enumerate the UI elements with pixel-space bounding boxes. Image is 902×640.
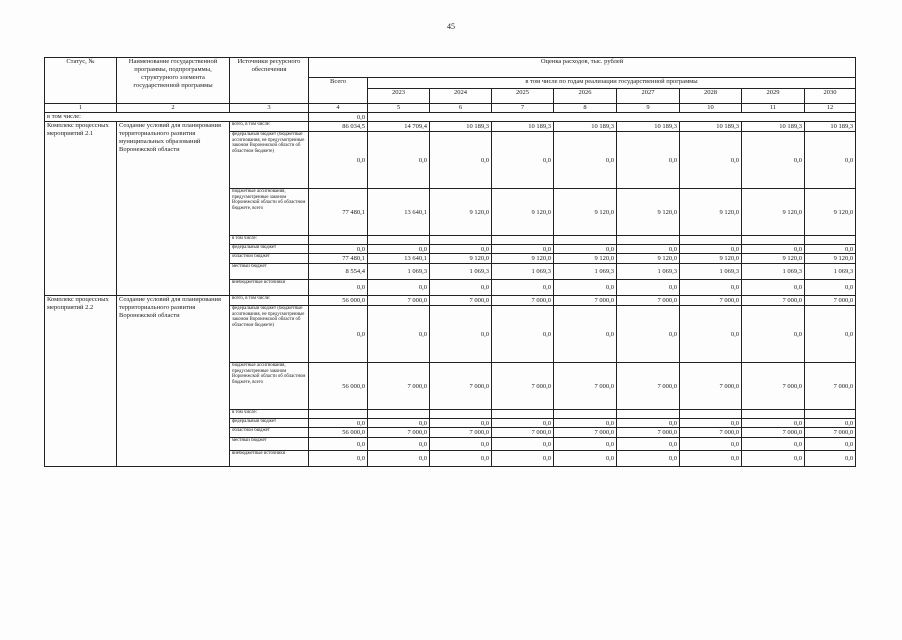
year-header: 2024	[430, 89, 492, 104]
value-cell: 77 480,1	[309, 189, 368, 236]
header-name: Наименование государственной программы, подпрограммы, структурного элемента государственной программы	[117, 58, 230, 104]
including-label: в том числе:	[45, 113, 309, 122]
value-cell	[368, 410, 430, 419]
value-cell: 7 000,0	[368, 428, 430, 438]
year-header: 2030	[805, 89, 856, 104]
value-cell: 7 000,0	[430, 428, 492, 438]
source-cell: местный бюджет	[230, 438, 309, 451]
value-cell: 0,0	[805, 132, 856, 189]
column-number: 6	[430, 104, 492, 113]
value-cell: 0,0	[430, 451, 492, 467]
value-cell: 0,0	[617, 419, 680, 428]
value-cell	[368, 236, 430, 245]
value-cell: 56 000,0	[309, 428, 368, 438]
value-cell: 0,0	[805, 245, 856, 254]
value-cell: 1 069,3	[554, 264, 617, 280]
column-number: 10	[680, 104, 742, 113]
value-cell: 7 000,0	[492, 296, 554, 306]
column-number: 8	[554, 104, 617, 113]
source-cell: всего, в том числе:	[230, 122, 309, 132]
value-cell: 10 189,3	[805, 122, 856, 132]
column-number: 5	[368, 104, 430, 113]
source-cell: всего, в том числе:	[230, 296, 309, 306]
value-cell: 0,0	[805, 419, 856, 428]
header-sources: Источники ресурсного обеспечения	[230, 58, 309, 104]
column-number: 11	[742, 104, 805, 113]
value-cell: 7 000,0	[492, 428, 554, 438]
value-cell: 10 189,3	[430, 122, 492, 132]
value-cell: 0,0	[309, 306, 368, 363]
value-cell	[492, 410, 554, 419]
source-cell: в том числе:	[230, 236, 309, 245]
value-cell: 0,0	[368, 132, 430, 189]
value-cell: 0,0	[680, 306, 742, 363]
value-cell: 0,0	[554, 280, 617, 296]
value-cell: 0,0	[680, 438, 742, 451]
value-cell: 10 189,3	[617, 122, 680, 132]
status-cell: Комплекс процессных мероприятий 2.1	[45, 122, 117, 296]
value-cell: 7 000,0	[805, 363, 856, 410]
value-cell: 7 000,0	[430, 363, 492, 410]
value-cell	[309, 236, 368, 245]
value-cell: 56 000,0	[309, 363, 368, 410]
value-cell: 9 120,0	[742, 254, 805, 264]
value-cell: 0,0	[805, 438, 856, 451]
column-number: 2	[117, 104, 230, 113]
value-cell: 0,0	[368, 419, 430, 428]
value-cell: 0,0	[554, 245, 617, 254]
value-cell	[554, 236, 617, 245]
value-cell: 7 000,0	[368, 296, 430, 306]
value-cell: 9 120,0	[430, 189, 492, 236]
value-cell: 9 120,0	[805, 254, 856, 264]
value-cell: 7 000,0	[554, 428, 617, 438]
value-cell: 0,0	[430, 306, 492, 363]
value-cell: 7 000,0	[680, 428, 742, 438]
value-cell: 0,0	[617, 306, 680, 363]
value-cell: 7 000,0	[368, 363, 430, 410]
year-header: 2028	[680, 89, 742, 104]
value-cell: 0,0	[742, 280, 805, 296]
value-cell: 0,0	[430, 419, 492, 428]
value-cell: 0,0	[492, 306, 554, 363]
source-cell: федеральный бюджет (бюджетные ассигнования, не предусмотренные законом Воронежской области об областном бюджете)	[230, 306, 309, 363]
value-cell: 0,0	[309, 132, 368, 189]
including-total: 0,0	[309, 113, 368, 122]
table-row	[45, 122, 856, 132]
value-cell: 1 069,3	[617, 264, 680, 280]
including-row	[45, 113, 856, 122]
column-number: 9	[617, 104, 680, 113]
value-cell: 8 554,4	[309, 264, 368, 280]
value-cell: 7 000,0	[742, 428, 805, 438]
value-cell: 7 000,0	[430, 296, 492, 306]
column-number: 3	[230, 104, 309, 113]
value-cell: 0,0	[554, 132, 617, 189]
source-cell: в том числе:	[230, 410, 309, 419]
value-cell: 0,0	[309, 438, 368, 451]
value-cell: 0,0	[742, 419, 805, 428]
value-cell: 9 120,0	[742, 189, 805, 236]
column-number: 12	[805, 104, 856, 113]
source-cell: бюджетные ассигнования, предусмотренные законом Воронежской области об областном бюджете, всего	[230, 189, 309, 236]
value-cell: 7 000,0	[805, 296, 856, 306]
year-header: 2029	[742, 89, 805, 104]
value-cell: 1 069,3	[742, 264, 805, 280]
value-cell: 0,0	[430, 438, 492, 451]
value-cell	[617, 236, 680, 245]
value-cell: 0,0	[368, 438, 430, 451]
value-cell: 0,0	[617, 451, 680, 467]
value-cell: 7 000,0	[680, 363, 742, 410]
value-cell: 13 640,1	[368, 189, 430, 236]
value-cell: 9 120,0	[805, 189, 856, 236]
year-header: 2023	[368, 89, 430, 104]
value-cell: 14 709,4	[368, 122, 430, 132]
value-cell: 0,0	[309, 451, 368, 467]
value-cell: 0,0	[309, 280, 368, 296]
source-cell: внебюджетные источники	[230, 280, 309, 296]
value-cell: 9 120,0	[492, 189, 554, 236]
value-cell	[680, 410, 742, 419]
source-cell: федеральный бюджет (бюджетные ассигнования, не предусмотренные законом Воронежской области об областном бюджете)	[230, 132, 309, 189]
source-cell: местный бюджет	[230, 264, 309, 280]
value-cell: 7 000,0	[617, 296, 680, 306]
value-cell: 10 189,3	[680, 122, 742, 132]
program-name-cell: Создание условий для планирования территориального развития Воронежской области	[117, 296, 230, 467]
value-cell: 56 000,0	[309, 296, 368, 306]
value-cell	[430, 236, 492, 245]
header-by-year: в том числе по годам реализации государственной программы	[368, 78, 856, 89]
source-cell: областной бюджет	[230, 254, 309, 264]
value-cell: 0,0	[680, 132, 742, 189]
year-header: 2026	[554, 89, 617, 104]
value-cell: 7 000,0	[742, 363, 805, 410]
value-cell: 0,0	[554, 451, 617, 467]
value-cell: 0,0	[680, 419, 742, 428]
value-cell: 9 120,0	[680, 189, 742, 236]
value-cell: 9 120,0	[680, 254, 742, 264]
value-cell: 0,0	[368, 451, 430, 467]
value-cell: 0,0	[742, 438, 805, 451]
value-cell: 0,0	[805, 306, 856, 363]
value-cell: 0,0	[309, 245, 368, 254]
value-cell: 77 480,1	[309, 254, 368, 264]
header-estimate: Оценка расходов, тыс. рублей	[309, 58, 856, 78]
value-cell: 0,0	[430, 280, 492, 296]
value-cell: 7 000,0	[554, 363, 617, 410]
value-cell	[805, 410, 856, 419]
value-cell: 0,0	[554, 306, 617, 363]
budget-table	[44, 57, 856, 467]
table-row	[45, 296, 856, 306]
source-cell: внебюджетные источники	[230, 451, 309, 467]
value-cell: 0,0	[680, 280, 742, 296]
value-cell	[742, 410, 805, 419]
value-cell	[309, 410, 368, 419]
value-cell: 13 640,1	[368, 254, 430, 264]
year-header: 2025	[492, 89, 554, 104]
value-cell	[680, 236, 742, 245]
column-numbers-row	[45, 104, 856, 113]
value-cell: 0,0	[742, 306, 805, 363]
value-cell: 9 120,0	[554, 254, 617, 264]
page-number: 45	[447, 22, 455, 31]
value-cell: 0,0	[492, 245, 554, 254]
value-cell: 0,0	[309, 419, 368, 428]
value-cell: 0,0	[680, 245, 742, 254]
value-cell	[430, 410, 492, 419]
value-cell: 9 120,0	[430, 254, 492, 264]
value-cell: 0,0	[680, 451, 742, 467]
value-cell: 0,0	[492, 419, 554, 428]
source-cell: бюджетные ассигнования, предусмотренные законом Воронежской области об областном бюджете, всего	[230, 363, 309, 410]
value-cell	[617, 410, 680, 419]
value-cell	[805, 236, 856, 245]
value-cell: 0,0	[805, 451, 856, 467]
value-cell: 7 000,0	[492, 363, 554, 410]
value-cell: 7 000,0	[554, 296, 617, 306]
source-cell: федеральный бюджет	[230, 419, 309, 428]
value-cell: 0,0	[554, 438, 617, 451]
value-cell: 0,0	[554, 419, 617, 428]
value-cell: 0,0	[368, 306, 430, 363]
value-cell: 9 120,0	[492, 254, 554, 264]
value-cell: 0,0	[492, 280, 554, 296]
value-cell: 0,0	[742, 451, 805, 467]
value-cell: 0,0	[492, 132, 554, 189]
header-status: Статус, №	[45, 58, 117, 104]
value-cell: 0,0	[430, 132, 492, 189]
value-cell: 0,0	[805, 280, 856, 296]
value-cell: 1 069,3	[805, 264, 856, 280]
value-cell	[554, 410, 617, 419]
value-cell: 7 000,0	[617, 428, 680, 438]
value-cell: 9 120,0	[617, 189, 680, 236]
value-cell: 0,0	[617, 245, 680, 254]
value-cell: 86 034,5	[309, 122, 368, 132]
value-cell: 10 189,3	[492, 122, 554, 132]
value-cell: 7 000,0	[680, 296, 742, 306]
value-cell: 7 000,0	[742, 296, 805, 306]
year-header: 2027	[617, 89, 680, 104]
value-cell: 0,0	[368, 280, 430, 296]
value-cell: 7 000,0	[805, 428, 856, 438]
source-cell: федеральный бюджет	[230, 245, 309, 254]
program-name-cell: Создание условий для планирования территориального развития муниципальных образований Воронежской области	[117, 122, 230, 296]
value-cell: 0,0	[492, 438, 554, 451]
source-cell: областной бюджет	[230, 428, 309, 438]
value-cell: 1 069,3	[368, 264, 430, 280]
value-cell: 1 069,3	[680, 264, 742, 280]
value-cell: 7 000,0	[617, 363, 680, 410]
value-cell: 10 189,3	[554, 122, 617, 132]
value-cell: 0,0	[742, 132, 805, 189]
value-cell: 10 189,3	[742, 122, 805, 132]
value-cell	[492, 236, 554, 245]
value-cell	[742, 236, 805, 245]
value-cell: 0,0	[617, 132, 680, 189]
value-cell: 9 120,0	[554, 189, 617, 236]
value-cell: 1 069,3	[492, 264, 554, 280]
value-cell: 0,0	[617, 280, 680, 296]
column-number: 7	[492, 104, 554, 113]
value-cell: 1 069,3	[430, 264, 492, 280]
value-cell: 0,0	[430, 245, 492, 254]
header-total: Всего	[309, 78, 368, 104]
value-cell: 0,0	[742, 245, 805, 254]
column-number: 4	[309, 104, 368, 113]
column-number: 1	[45, 104, 117, 113]
value-cell: 0,0	[617, 438, 680, 451]
status-cell: Комплекс процессных мероприятий 2.2	[45, 296, 117, 467]
value-cell: 0,0	[368, 245, 430, 254]
value-cell: 0,0	[492, 451, 554, 467]
value-cell: 9 120,0	[617, 254, 680, 264]
